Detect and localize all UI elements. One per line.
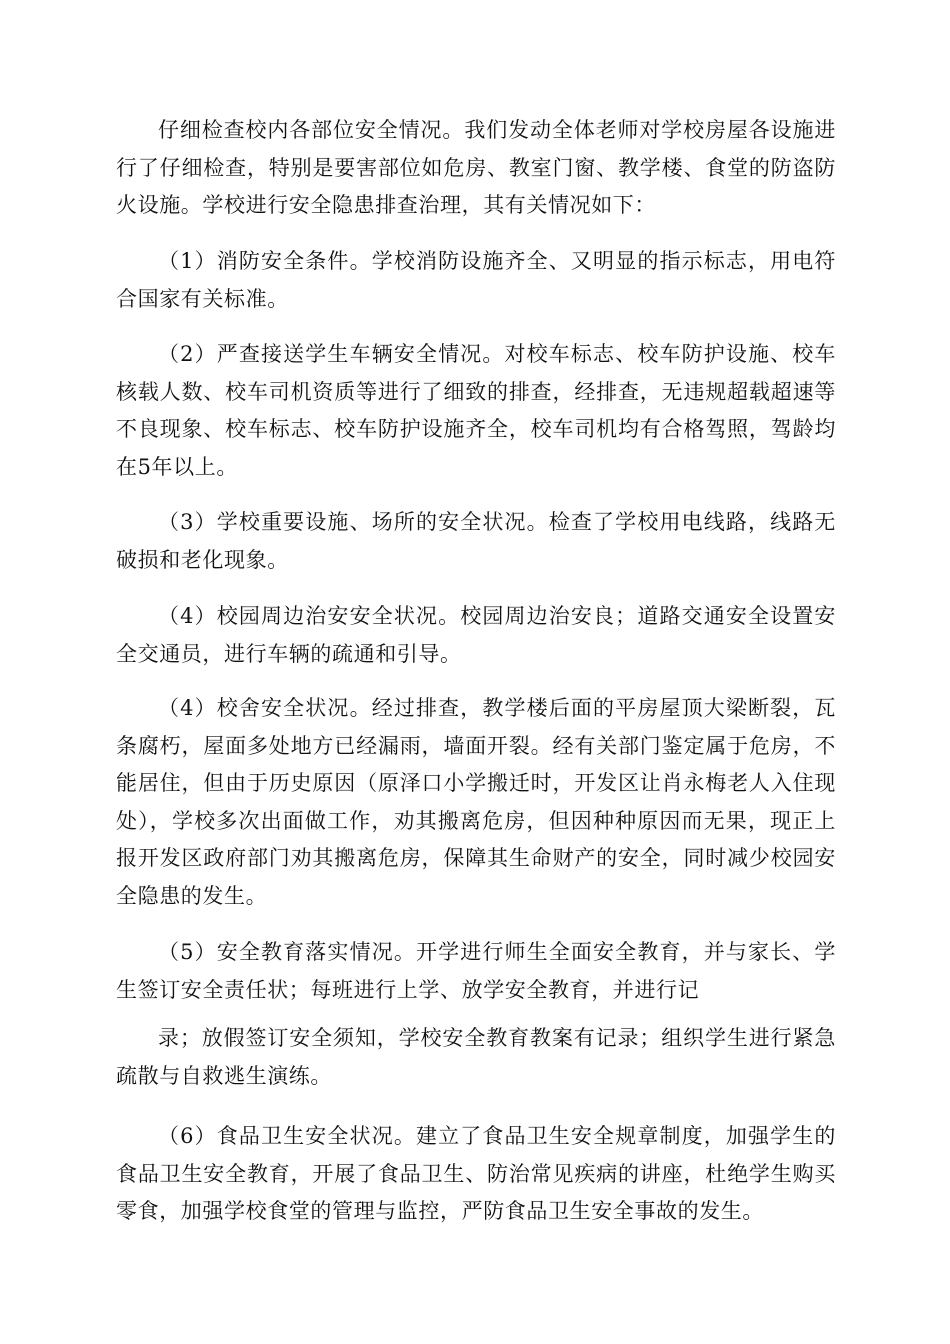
paragraph-school-bus-safety: （2）严查接送学生车辆安全情况。对校车标志、校车防护设施、校车核载人数、校车司机资质等进行了细致的排查，经排查，无违规超载超速等不良现象、校车标志、校车防护设施齐全，校车司机均有合格驾照，驾龄均在5年以上。: [116, 342, 836, 479]
paragraph-safety-education: （5）安全教育落实情况。开学进行师生全面安全教育，并与家长、学生签订安全责任状；每班进行上学、放学安全教育，并进行记: [116, 940, 836, 1002]
paragraph-building-safety: （4）校舍安全状况。经过排查，教学楼后面的平房屋顶大梁断裂，瓦条腐朽，屋面多处地方已经漏雨，墙面开裂。经有关部门鉴定属于危房，不能居住，但由于历史原因（原泽口小学搬迁时，开发区让肖永梅老人入住现处），学校多次出面做工作，劝其搬离危房，但因种种原因而无果，现正上报开发区政府部门劝其搬离危房，保障其生命财产的安全，同时减少校园安全隐患的发生。: [116, 696, 836, 908]
paragraph-facilities-safety: （3）学校重要设施、场所的安全状况。检查了学校用电线路，线路无破损和老化现象。: [116, 510, 836, 572]
paragraph-safety-education-continued: 录；放假签订安全须知，学校安全教育教案有记录；组织学生进行紧急疏散与自救逃生演练。: [116, 1026, 836, 1088]
paragraph-food-safety: （6）食品卫生安全状况。建立了食品卫生安全规章制度，加强学生的食品卫生安全教育，开展了食品卫生、防治常见疾病的讲座，杜绝学生购买零食，加强学校食堂的管理与监控，严防食品卫生安全事故的发生。: [116, 1124, 836, 1223]
paragraph-campus-surroundings: （4）校园周边治安安全状况。校园周边治安良；道路交通安全设置安全交通员，进行车辆的疏通和引导。: [116, 604, 836, 666]
paragraph-fire-safety: （1）消防安全条件。学校消防设施齐全、又明显的指示标志，用电符合国家有关标准。: [116, 249, 836, 311]
paragraph-safety-inspection-intro: 仔细检查校内各部位安全情况。我们发动全体老师对学校房屋各设施进行了仔细检查，特别是要害部位如危房、教室门窗、教学楼、食堂的防盗防火设施。学校进行安全隐患排查治理，其有关情况如下：: [116, 118, 836, 217]
